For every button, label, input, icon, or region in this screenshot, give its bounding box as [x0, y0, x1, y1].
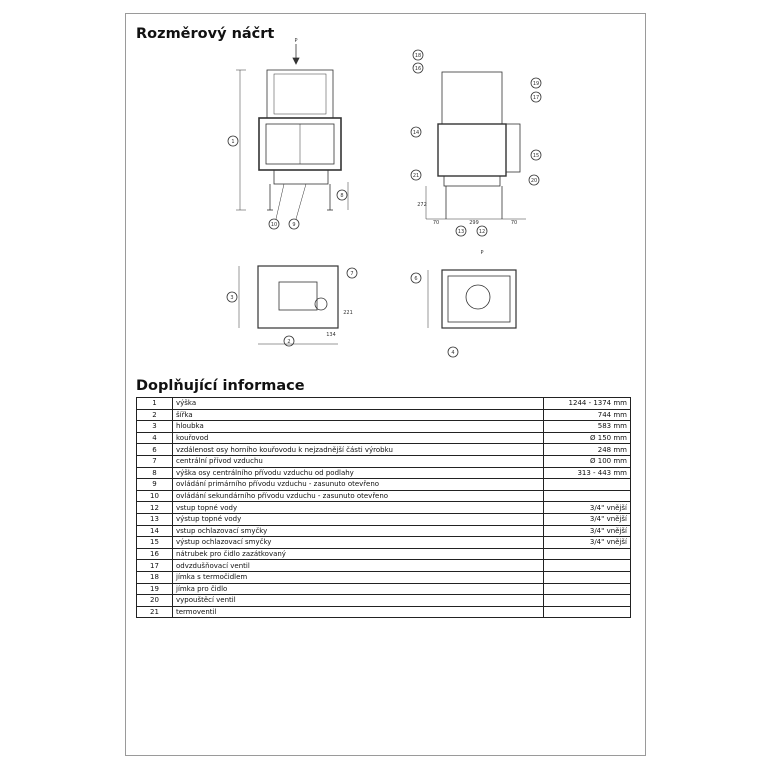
row-description: kouřovod — [173, 432, 544, 444]
row-value: 744 mm — [544, 409, 631, 421]
svg-text:1: 1 — [231, 139, 235, 145]
row-number: 19 — [137, 583, 173, 595]
svg-text:15: 15 — [532, 153, 540, 159]
table-row — [137, 560, 631, 572]
table-row — [137, 606, 631, 618]
svg-text:134: 134 — [326, 332, 336, 338]
svg-text:14: 14 — [412, 130, 420, 136]
row-number: 2 — [137, 409, 173, 421]
top-view-left — [227, 266, 357, 346]
row-number: 18 — [137, 571, 173, 583]
row-number: 16 — [137, 548, 173, 560]
side-view — [411, 50, 541, 236]
svg-text:16: 16 — [414, 66, 422, 72]
row-number: 6 — [137, 444, 173, 456]
row-number: 10 — [137, 490, 173, 502]
row-description: výška osy centrálního přívodu vzduchu od podlahy — [173, 467, 544, 479]
row-description: termoventil — [173, 606, 544, 618]
row-number: 14 — [137, 525, 173, 537]
table-row — [137, 444, 631, 456]
row-description: vzdálenost osy horního kouřovodu k nejzadnější části výrobku — [173, 444, 544, 456]
row-value — [544, 560, 631, 572]
row-description: ovládání primárního přívodu vzduchu - zasunuto otevřeno — [173, 479, 544, 491]
document-page — [125, 13, 646, 756]
table-row — [137, 398, 631, 410]
row-number: 21 — [137, 606, 173, 618]
info-table — [136, 397, 631, 618]
table-row — [137, 595, 631, 607]
table-row — [137, 502, 631, 514]
svg-text:9: 9 — [292, 222, 296, 228]
table-row — [137, 583, 631, 595]
row-value — [544, 479, 631, 491]
svg-text:4: 4 — [451, 350, 455, 356]
row-description: vypouštěcí ventil — [173, 595, 544, 607]
svg-text:10: 10 — [270, 222, 278, 228]
row-value — [544, 571, 631, 583]
row-number: 1 — [137, 398, 173, 410]
row-description: jímka s termočidlem — [173, 571, 544, 583]
svg-text:7: 7 — [350, 271, 354, 277]
row-number: 3 — [137, 421, 173, 433]
svg-text:2: 2 — [287, 339, 291, 345]
table-row — [137, 467, 631, 479]
row-value: Ø 150 mm — [544, 432, 631, 444]
table-row — [137, 479, 631, 491]
row-description: výstup topné vody — [173, 513, 544, 525]
row-value: Ø 100 mm — [544, 455, 631, 467]
table-row — [137, 513, 631, 525]
svg-text:20: 20 — [530, 178, 538, 184]
row-description: jímka pro čidlo — [173, 583, 544, 595]
sketch-heading: Rozměrový náčrt — [136, 26, 275, 42]
p-bottom-label: P — [480, 250, 484, 256]
row-value: 313 - 443 mm — [544, 467, 631, 479]
svg-text:299: 299 — [469, 220, 479, 226]
row-description: odvzdušňovací ventil — [173, 560, 544, 572]
svg-text:272: 272 — [417, 202, 427, 208]
table-row — [137, 409, 631, 421]
row-value: 3/4" vnější — [544, 537, 631, 549]
svg-text:70: 70 — [510, 220, 518, 226]
table-row — [137, 537, 631, 549]
row-value — [544, 548, 631, 560]
svg-text:221: 221 — [343, 310, 353, 316]
row-number: 9 — [137, 479, 173, 491]
svg-text:12: 12 — [478, 229, 486, 235]
row-number: 7 — [137, 455, 173, 467]
table-row — [137, 525, 631, 537]
top-view-right — [411, 270, 516, 357]
row-description: výstup ochlazovací smyčky — [173, 537, 544, 549]
svg-text:8: 8 — [340, 193, 344, 199]
p-top-label: P — [294, 38, 298, 44]
row-description: výška — [173, 398, 544, 410]
row-number: 4 — [137, 432, 173, 444]
table-row — [137, 490, 631, 502]
row-value — [544, 490, 631, 502]
row-description: šířka — [173, 409, 544, 421]
svg-text:13: 13 — [457, 229, 465, 235]
svg-text:21: 21 — [412, 173, 420, 179]
table-row — [137, 455, 631, 467]
svg-text:17: 17 — [532, 95, 540, 101]
row-value: 3/4" vnější — [544, 502, 631, 514]
row-number: 13 — [137, 513, 173, 525]
svg-text:3: 3 — [230, 295, 234, 301]
row-description: hloubka — [173, 421, 544, 433]
row-value — [544, 606, 631, 618]
info-heading: Doplňující informace — [136, 378, 305, 394]
row-value: 583 mm — [544, 421, 631, 433]
table-row — [137, 421, 631, 433]
svg-text:70: 70 — [432, 220, 440, 226]
row-value — [544, 583, 631, 595]
row-value: 248 mm — [544, 444, 631, 456]
row-value — [544, 595, 631, 607]
row-number: 12 — [137, 502, 173, 514]
row-description: vstup ochlazovací smyčky — [173, 525, 544, 537]
row-description: nátrubek pro čidlo zazátkovaný — [173, 548, 544, 560]
dimension-sketch — [126, 14, 645, 374]
table-row — [137, 432, 631, 444]
front-view — [228, 44, 348, 229]
row-value: 3/4" vnější — [544, 525, 631, 537]
row-value: 1244 - 1374 mm — [544, 398, 631, 410]
table-row — [137, 548, 631, 560]
svg-text:18: 18 — [414, 53, 422, 59]
table-row — [137, 571, 631, 583]
row-number: 20 — [137, 595, 173, 607]
row-description: ovládání sekundárního přívodu vzduchu - zasunuto otevřeno — [173, 490, 544, 502]
row-description: centrální přívod vzduchu — [173, 455, 544, 467]
row-number: 15 — [137, 537, 173, 549]
svg-text:19: 19 — [532, 81, 540, 87]
row-number: 8 — [137, 467, 173, 479]
svg-text:6: 6 — [414, 276, 418, 282]
row-value: 3/4" vnější — [544, 513, 631, 525]
row-number: 17 — [137, 560, 173, 572]
row-description: vstup topné vody — [173, 502, 544, 514]
